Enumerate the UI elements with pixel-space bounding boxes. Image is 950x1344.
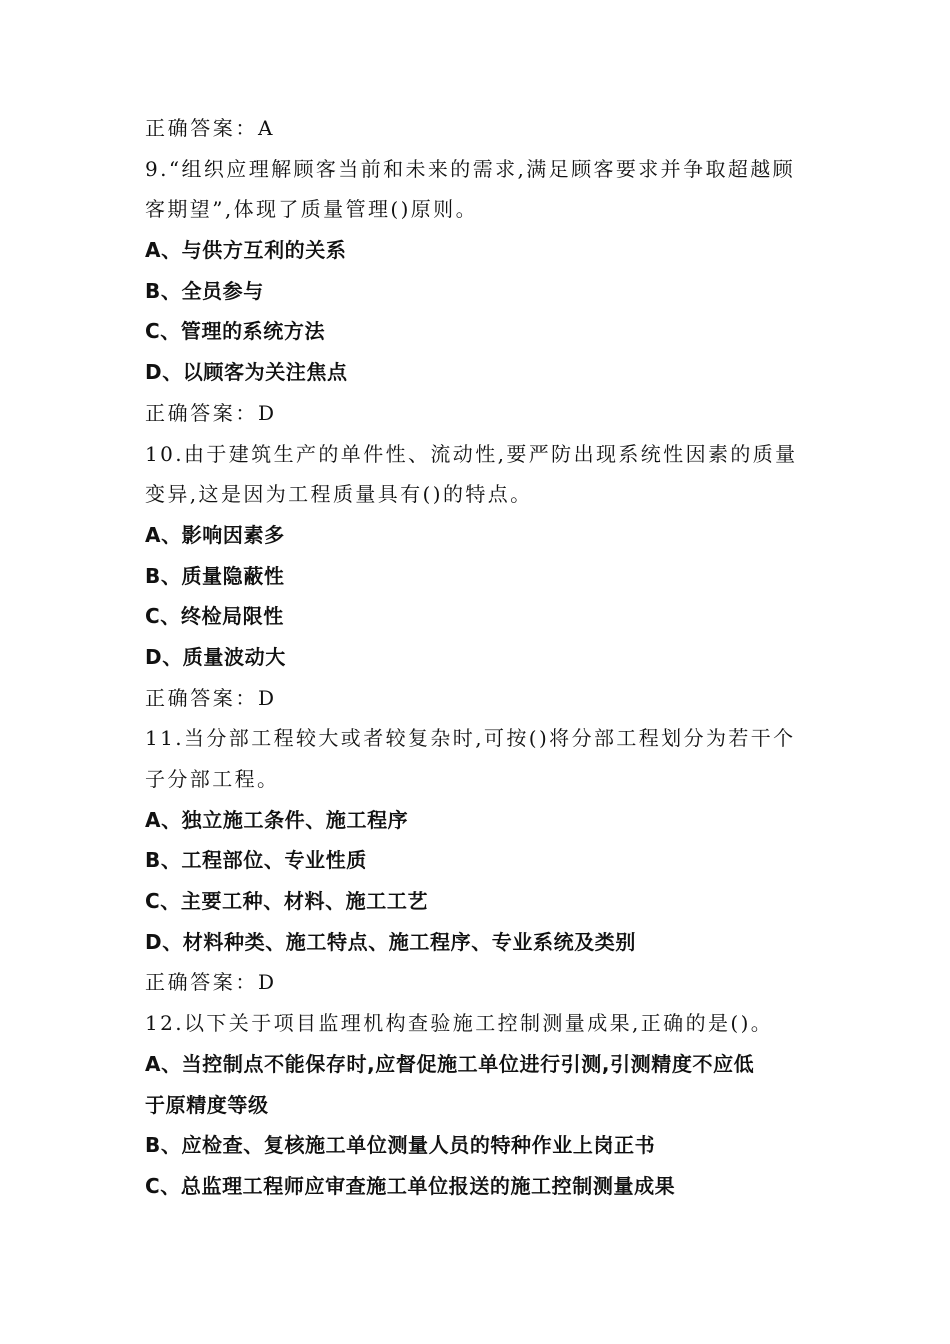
question-11 (145, 718, 815, 1003)
q10-option-b: B、质量隐蔽性 (145, 563, 285, 588)
question-12 (145, 1003, 815, 1206)
q9-option-d: D、以顾客为关注焦点 (145, 360, 348, 385)
q11-option-c: C、主要工种、材料、施工工艺 (145, 889, 429, 914)
q9-option-b: B、全员参与 (145, 278, 264, 303)
q12-option-a-line-2: 于原精度等级 (145, 1092, 269, 1117)
q9-stem-line-2: 客期望”,体现了质量管理()原则。 (145, 197, 478, 222)
q11-answer: 正确答案：D (145, 970, 277, 995)
q10-option-d: D、质量波动大 (145, 644, 286, 669)
q11-option-a: A、独立施工条件、施工程序 (145, 807, 409, 832)
q10-stem-line-2: 变异,这是因为工程质量具有()的特点。 (145, 482, 533, 507)
q10-option-c: C、终检局限性 (145, 604, 284, 629)
question-9 (145, 149, 815, 434)
q8-answer: 正确答案：A (145, 116, 276, 140)
q10-stem-line-1: 10.由于建筑生产的单件性、流动性,要严防出现系统性因素的质量 (145, 441, 798, 466)
q11-stem-line-1: 11.当分部工程较大或者较复杂时,可按()将分部工程划分为若干个 (145, 726, 796, 751)
q10-option-a: A、影响因素多 (145, 522, 285, 547)
q9-option-c: C、管理的系统方法 (145, 319, 326, 344)
q10-answer: 正确答案：D (145, 685, 277, 710)
q11-option-d: D、材料种类、施工特点、施工程序、专业系统及类别 (145, 929, 637, 954)
q9-stem-line-1: 9.“组织应理解顾客当前和未来的需求,满足顾客要求并争取超越顾 (145, 156, 796, 181)
q9-answer: 正确答案：D (145, 400, 277, 425)
q12-option-a-line-1: A、当控制点不能保存时,应督促施工单位进行引测,引测精度不应低 (145, 1051, 755, 1076)
q11-stem-line-2: 子分部工程。 (145, 767, 280, 791)
q12-option-c: C、总监理工程师应审查施工单位报送的施工控制测量成果 (145, 1173, 676, 1198)
q9-option-a: A、与供方互利的关系 (145, 238, 347, 263)
q11-option-b: B、工程部位、专业性质 (145, 848, 367, 873)
question-10 (145, 434, 815, 719)
question-list (145, 108, 815, 1207)
q12-stem-line-1: 12.以下关于项目监理机构查验施工控制测量成果,正确的是()。 (145, 1011, 774, 1036)
q12-option-b: B、应检查、复核施工单位测量人员的特种作业上岗正书 (145, 1133, 656, 1158)
